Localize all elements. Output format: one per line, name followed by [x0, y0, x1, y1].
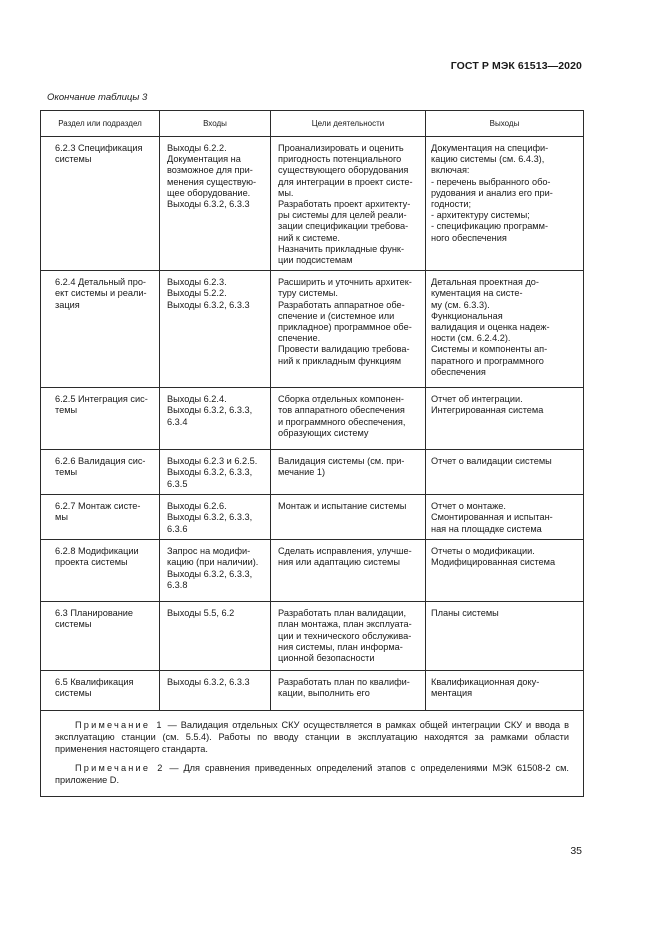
cell-text-line: мы	[55, 512, 68, 523]
cell-text-line: Выходы 6.3.2, 6.3.3	[167, 199, 250, 210]
outputs-cell	[426, 137, 584, 271]
cell-text-line: Планы системы	[431, 608, 499, 619]
cell-text-line: обеспечения	[431, 366, 486, 377]
cell-text-line: темы	[55, 467, 78, 478]
cell-text-line: 6.3.8	[167, 579, 188, 590]
cell-text-line: системы	[55, 619, 92, 630]
document-header: ГОСТ Р МЭК 61513—2020	[450, 60, 582, 72]
cell-text-line: Документация на специфи-	[431, 143, 549, 153]
cell-text-line: щее оборудование.	[167, 187, 251, 198]
cell-text-line: зация	[55, 299, 80, 310]
cell-text-line: Выходы 6.3.2, 6.3.3,	[167, 568, 253, 579]
inputs-cell	[160, 495, 271, 540]
goals-cell	[271, 137, 426, 271]
cell-text-line: 6.3.4	[167, 416, 188, 427]
outputs-cell	[426, 540, 584, 602]
table-body	[41, 137, 584, 711]
cell-text-line: кации, выполнить его	[278, 688, 370, 699]
table-row	[41, 495, 584, 540]
note-1-label: Примечание 1	[75, 720, 164, 731]
cell-text-line: Выходы 6.3.2, 6.3.3	[167, 299, 250, 310]
cell-text-line: валидация и оценка надеж-	[431, 322, 550, 333]
cell-text-line: - перечень выбранного обо-	[431, 176, 551, 187]
cell-text-line: ции подсистемам	[278, 255, 353, 266]
outputs-cell	[426, 271, 584, 388]
cell-text-line: мы.	[278, 187, 294, 198]
cell-text-line: ного обеспечения	[431, 232, 507, 243]
cell-text-line: мечание 1)	[278, 467, 326, 478]
goals-cell	[271, 602, 426, 671]
cell-text-line: Выходы 6.2.6.	[167, 501, 227, 512]
cell-text-line: Запрос на модифи-	[167, 546, 251, 557]
cell-text-line: системы	[55, 154, 92, 165]
cell-text-line: включая:	[431, 165, 470, 176]
cell-text-line: 6.3.5	[167, 478, 188, 489]
cell-text-line: 6.3 Планирование	[55, 608, 134, 619]
outputs-cell	[426, 388, 584, 450]
cell-text-line: существующего оборудования	[278, 165, 409, 176]
cell-text-line: менения существую-	[167, 176, 257, 187]
cell-text-line: - спецификацию программ-	[431, 221, 549, 232]
note-2-text: — Для сравнения приведенных определений этапов с определениями МЭК 61508-2 см. приложение D.	[55, 763, 569, 786]
goals-cell	[271, 671, 426, 711]
cell-text-line: ний к системе.	[278, 232, 340, 243]
cell-text-line: Выходы 6.3.2, 6.3.3,	[167, 467, 253, 478]
note-1	[55, 719, 569, 755]
cell-text-line: Расширить и уточнить архитек-	[278, 277, 412, 288]
cell-text-line: возможное для при-	[167, 165, 253, 176]
section-cell	[41, 137, 160, 271]
cell-text-line: Отчет о валидации системы	[431, 456, 552, 467]
table-row	[41, 137, 584, 271]
cell-text-line: 6.5 Квалификация	[55, 677, 134, 688]
section-cell	[41, 271, 160, 388]
cell-text-line: Провести валидацию требова-	[278, 344, 410, 355]
cell-text-line: Разработать аппаратное обе-	[278, 299, 405, 310]
cell-text-line: 6.2.5 Интеграция сис-	[55, 394, 148, 405]
cell-text-line: план монтажа, план эксплуата-	[278, 619, 412, 630]
cell-text-line: пригодность потенциального	[278, 154, 402, 165]
cell-text-line: - архитектуру системы;	[431, 210, 530, 221]
column-header-inputs: Входы	[160, 111, 271, 137]
table-caption: Окончание таблицы 3	[47, 92, 148, 103]
inputs-cell	[160, 450, 271, 495]
cell-text-line: кументация на систе-	[431, 288, 523, 299]
goals-cell	[271, 495, 426, 540]
cell-text-line: 6.2.8 Модификации	[55, 546, 139, 557]
cell-text-line: Разработать план по квалифи-	[278, 677, 410, 688]
cell-text-line: ментация	[431, 688, 473, 699]
inputs-cell	[160, 271, 271, 388]
cell-text-line: Документация на	[167, 154, 241, 165]
inputs-cell	[160, 388, 271, 450]
cell-text-line: Проанализировать и оценить	[278, 143, 404, 153]
cell-text-line: ная на площадке система	[431, 523, 542, 534]
column-header-outputs: Выходы	[426, 111, 584, 137]
section-cell	[41, 602, 160, 671]
cell-text-line: Назначить прикладные функ-	[278, 243, 405, 254]
cell-text-line: туру системы.	[278, 288, 338, 299]
note-1-text: — Валидация отдельных СКУ осуществляется в рамках общей интеграции СКУ и ввода в эксплуатацию станции (см. 5.5.4). Работы по вводу станции в эксплуатацию находятся за рамками области применения настоящего стандарта.	[55, 720, 569, 755]
cell-text-line: Разработать проект архитекту-	[278, 199, 411, 210]
section-cell	[41, 388, 160, 450]
goals-cell	[271, 271, 426, 388]
table-row	[41, 602, 584, 671]
outputs-cell	[426, 671, 584, 711]
cell-text-line: кацию (при наличии).	[167, 557, 259, 568]
cell-text-line: темы	[55, 405, 78, 416]
section-cell	[41, 450, 160, 495]
cell-text-line: 6.2.3 Спецификация	[55, 143, 143, 153]
cell-text-line: Выходы 5.5, 6.2	[167, 608, 235, 619]
cell-text-line: и программного обеспечения,	[278, 416, 406, 427]
inputs-cell	[160, 671, 271, 711]
section-cell	[41, 671, 160, 711]
cell-text-line: Выходы 6.3.2, 6.3.3,	[167, 512, 253, 523]
cell-text-line: зации спецификации требова-	[278, 221, 409, 232]
outputs-cell	[426, 450, 584, 495]
inputs-cell	[160, 540, 271, 602]
cell-text-line: Выходы 6.2.3 и 6.2.5.	[167, 456, 258, 467]
cell-text-line: спечение и (системное или	[278, 310, 395, 321]
cell-text-line: Интегрированная система	[431, 405, 544, 416]
cell-text-line: ект системы и реали-	[55, 288, 147, 299]
page-number: 35	[570, 845, 582, 857]
cell-text-line: Отчеты о модификации.	[431, 546, 535, 557]
cell-text-line: рудования и анализ его при-	[431, 187, 553, 198]
table-row	[41, 450, 584, 495]
cell-text-line: кацию системы (см. 6.4.3),	[431, 154, 545, 165]
cell-text-line: Выходы 6.2.4.	[167, 394, 227, 405]
cell-text-line: Разработать план валидации,	[278, 608, 406, 619]
outputs-cell	[426, 602, 584, 671]
cell-text-line: ний к прикладным функциям	[278, 355, 402, 366]
cell-text-line: ния системы, план информа-	[278, 641, 403, 652]
table-row	[41, 671, 584, 711]
cell-text-line: Выходы 6.2.3.	[167, 277, 227, 288]
section-cell	[41, 495, 160, 540]
goals-cell	[271, 388, 426, 450]
cell-text-line: ции и технического обслужива-	[278, 630, 412, 641]
column-header-goals: Цели деятельности	[271, 111, 426, 137]
notes-row	[41, 711, 584, 797]
cell-text-line: Выходы 6.3.2, 6.3.3	[167, 677, 250, 688]
cell-text-line: Функциональная	[431, 310, 503, 321]
inputs-cell	[160, 602, 271, 671]
table-row	[41, 388, 584, 450]
cell-text-line: Выходы 6.3.2, 6.3.3,	[167, 405, 253, 416]
cell-text-line: тов аппаратного обеспечения	[278, 405, 405, 416]
cell-text-line: Выходы 6.2.2.	[167, 143, 227, 153]
cell-text-line: Выходы 5.2.2.	[167, 288, 227, 299]
cell-text-line: ционной безопасности	[278, 653, 375, 664]
cell-text-line: Отчет об интеграции.	[431, 394, 523, 405]
note-2-label: Примечание 2	[75, 763, 165, 774]
cell-text-line: годности;	[431, 199, 472, 210]
cell-text-line: 6.2.6 Валидация сис-	[55, 456, 146, 467]
cell-text-line: Смонтированная и испытан-	[431, 512, 553, 523]
outputs-cell	[426, 495, 584, 540]
column-header-section: Раздел или подраздел	[41, 111, 160, 137]
cell-text-line: Сделать исправления, улучше-	[278, 546, 412, 557]
notes-cell	[41, 711, 584, 797]
cell-text-line: Системы и компоненты ап-	[431, 344, 548, 355]
cell-text-line: Детальная проектная до-	[431, 277, 539, 288]
inputs-cell	[160, 137, 271, 271]
cell-text-line: Монтаж и испытание системы	[278, 501, 407, 512]
cell-text-line: му (см. 6.3.3).	[431, 299, 490, 310]
note-2	[55, 762, 569, 786]
cell-text-line: Сборка отдельных компонен-	[278, 394, 404, 405]
cell-text-line: 6.2.7 Монтаж систе-	[55, 501, 141, 512]
activities-table	[40, 110, 584, 797]
section-cell	[41, 540, 160, 602]
cell-text-line: системы	[55, 688, 92, 699]
cell-text-line: Отчет о монтаже.	[431, 501, 506, 512]
cell-text-line: ния или адаптацию системы	[278, 557, 400, 568]
cell-text-line: проекта системы	[55, 557, 128, 568]
table-row	[41, 540, 584, 602]
cell-text-line: Валидация системы (см. при-	[278, 456, 405, 467]
cell-text-line: ности (см. 6.2.4.2).	[431, 333, 511, 344]
cell-text-line: спечение.	[278, 333, 321, 344]
cell-text-line: образующих систему	[278, 427, 369, 438]
table-header-row	[41, 111, 584, 137]
goals-cell	[271, 540, 426, 602]
table-row	[41, 271, 584, 388]
cell-text-line: Квалификационная доку-	[431, 677, 540, 688]
cell-text-line: 6.2.4 Детальный про-	[55, 277, 146, 288]
cell-text-line: прикладное) программное обе-	[278, 322, 412, 333]
cell-text-line: 6.3.6	[167, 523, 188, 534]
cell-text-line: для интеграции в проект систе-	[278, 176, 413, 187]
cell-text-line: Модифицированная система	[431, 557, 556, 568]
cell-text-line: ры системы для целей реали-	[278, 210, 407, 221]
goals-cell	[271, 450, 426, 495]
cell-text-line: паратного и программного	[431, 355, 544, 366]
